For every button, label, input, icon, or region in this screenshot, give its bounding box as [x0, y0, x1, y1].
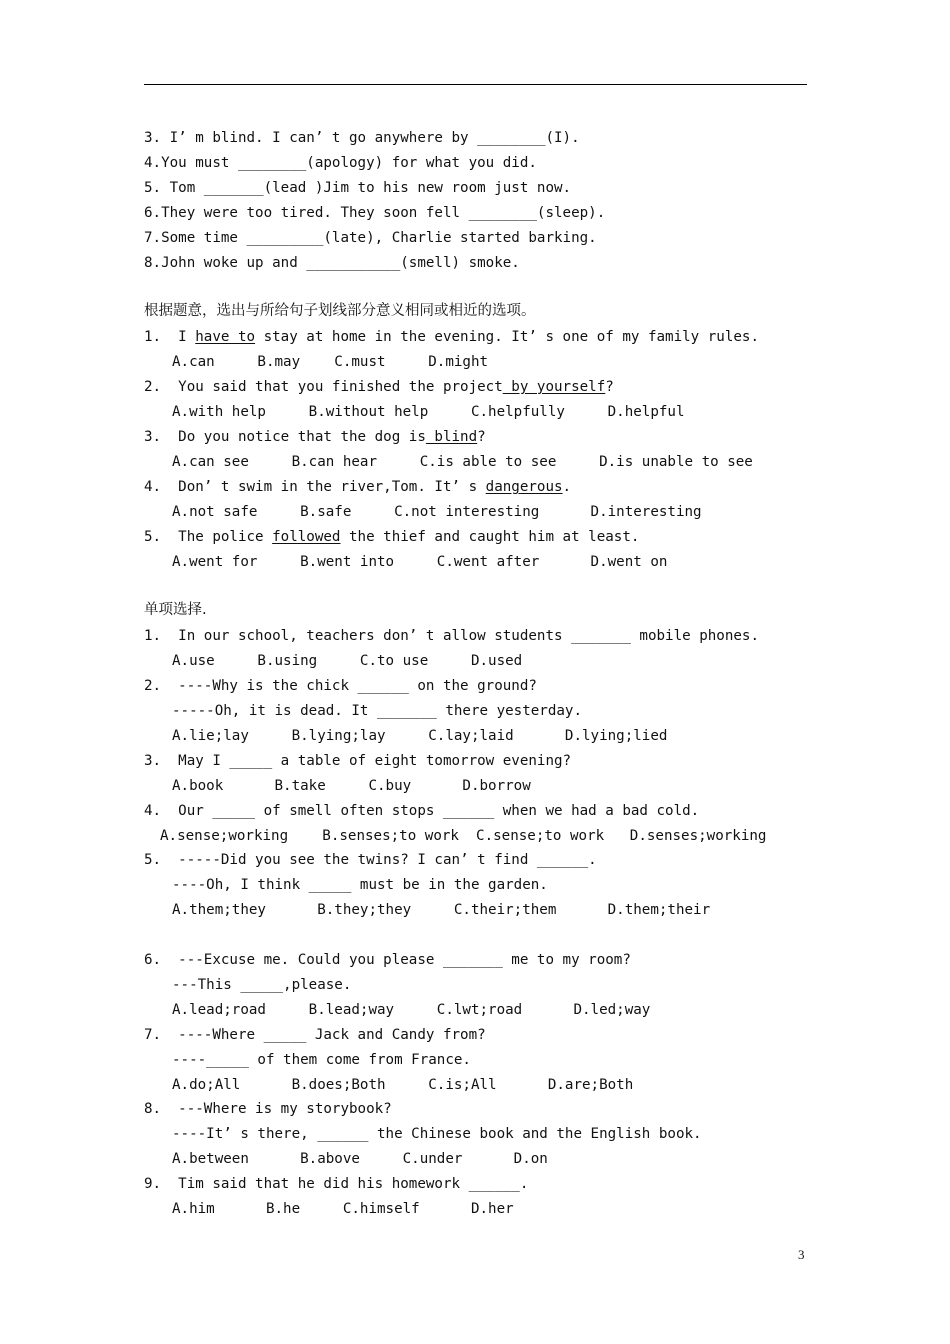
mc-question-5-reply: ----Oh, I think _____ must be in the garden.: [172, 877, 548, 893]
synonym-options-4: A.not safe B.safe C.not interesting D.interesting: [172, 504, 702, 520]
underlined-phrase: followed: [272, 529, 341, 545]
synonym-options-2: A.with help B.without help C.helpfully D.helpful: [172, 404, 685, 420]
synonym-question-4: 4. Don’ t swim in the river,Tom. It’ s dangerous.: [144, 479, 572, 495]
section-heading-synonyms: 根据题意，选出与所给句子划线部分意义相同或相近的选项。: [144, 303, 536, 319]
mc-question-6: 6. ---Excuse me. Could you please _______ me to my room?: [144, 952, 631, 968]
header-rule: [144, 84, 807, 85]
synonym-question-3: 3. Do you notice that the dog is blind?: [144, 429, 486, 445]
mc-options-9: A.him B.he C.himself D.her: [172, 1201, 514, 1217]
mc-options-4: A.sense;working B.senses;to work C.sense;to work D.senses;working: [160, 828, 767, 844]
mc-question-8: 8. ---Where is my storybook?: [144, 1101, 392, 1117]
mc-options-2: A.lie;lay B.lying;lay C.lay;laid D.lying;lied: [172, 728, 668, 744]
mc-question-4: 4. Our _____ of smell often stops ______ when we had a bad cold.: [144, 803, 700, 819]
fill-in-item-6: 6.They were too tired. They soon fell ________(sleep).: [144, 205, 606, 221]
fill-in-item-4: 4.You must ________(apology) for what you did.: [144, 155, 537, 171]
mc-question-8-reply: ----It’ s there, ______ the Chinese book and the English book.: [172, 1126, 702, 1142]
fill-in-item-3: 3. I’ m blind. I can’ t go anywhere by ________(I).: [144, 130, 580, 146]
mc-options-6: A.lead;road B.lead;way C.lwt;road D.led;way: [172, 1002, 651, 1018]
mc-question-1: 1. In our school, teachers don’ t allow students _______ mobile phones.: [144, 628, 759, 644]
mc-question-2-reply: -----Oh, it is dead. It _______ there yesterday.: [172, 703, 582, 719]
synonym-question-2: 2. You said that you finished the project by yourself?: [144, 379, 614, 395]
mc-options-5: A.them;they B.they;they C.their;them D.them;their: [172, 902, 711, 918]
synonym-question-1: 1. I have to stay at home in the evening. It’ s one of my family rules.: [144, 329, 760, 345]
underlined-phrase: blind: [425, 429, 478, 445]
fill-in-item-7: 7.Some time _________(late), Charlie started barking.: [144, 230, 597, 246]
mc-options-7: A.do;All B.does;Both C.is;All D.are;Both: [172, 1077, 634, 1093]
synonym-question-5: 5. The police followed the thief and caught him at least.: [144, 529, 640, 545]
synonym-options-1: A.can B.may C.must D.might: [172, 354, 489, 370]
fill-in-item-8: 8.John woke up and ___________(smell) smoke.: [144, 255, 520, 271]
page-number: 3: [798, 1247, 805, 1262]
mc-question-2: 2. ----Why is the chick ______ on the ground?: [144, 678, 537, 694]
mc-question-9: 9. Tim said that he did his homework ______.: [144, 1176, 529, 1192]
mc-options-1: A.use B.using C.to use D.used: [172, 653, 523, 669]
mc-options-8: A.between B.above C.under D.on: [172, 1151, 548, 1167]
mc-question-3: 3. May I _____ a table of eight tomorrow evening?: [144, 753, 572, 769]
section-heading-multiple-choice: 单项选择.: [144, 602, 207, 618]
mc-question-7-reply: ----_____ of them come from France.: [172, 1052, 471, 1068]
synonym-options-3: A.can see B.can hear C.is able to see D.is unable to see: [172, 454, 753, 470]
mc-options-3: A.book B.take C.buy D.borrow: [172, 778, 531, 794]
underlined-phrase: have to: [195, 329, 256, 345]
mc-question-5: 5. -----Did you see the twins? I can’ t find ______.: [144, 852, 597, 868]
fill-in-item-5: 5. Tom _______(lead )Jim to his new room just now.: [144, 180, 572, 196]
underlined-phrase: dangerous: [485, 479, 563, 495]
mc-question-6-reply: ---This _____,please.: [172, 977, 352, 993]
synonym-options-5: A.went for B.went into C.went after D.went on: [172, 554, 668, 570]
mc-question-7: 7. ----Where _____ Jack and Candy from?: [144, 1027, 486, 1043]
underlined-phrase: by yourself: [502, 379, 606, 395]
